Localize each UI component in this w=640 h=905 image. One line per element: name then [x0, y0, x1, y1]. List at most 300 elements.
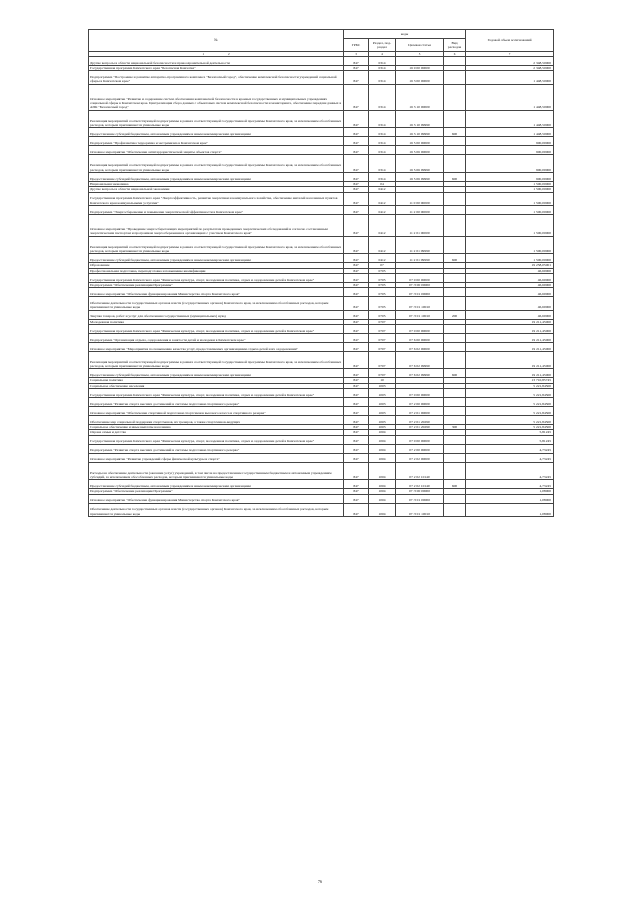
- row-grbs: 847: [344, 172, 369, 181]
- row-amount: 5,81245: [466, 435, 554, 444]
- row-grbs: 847: [344, 489, 369, 494]
- row-expense-type: [444, 84, 466, 110]
- row-expense-type: [444, 297, 466, 310]
- row-target-article: 07 2 01 00000: [396, 407, 444, 416]
- row-amount: 1,08000: [466, 494, 554, 503]
- row-razdel: 0707: [369, 324, 396, 333]
- row-description: Государственная программа Камчатского края "Физическая культура, спорт, молодежная политика, отдых и оздоровление детей в Камчатском крае": [89, 389, 344, 398]
- table-header: [89, 30, 554, 57]
- table-row: [89, 333, 554, 342]
- header-razdel: Раздел, под-раздел: [369, 39, 396, 52]
- row-grbs: 847: [344, 310, 369, 319]
- row-description: Социальное обеспечение и иные выплаты населению: [89, 425, 344, 430]
- row-description: Государственная программа Камчатского края "Безопасная Камчатка": [89, 66, 344, 71]
- row-grbs: 847: [344, 192, 369, 205]
- row-grbs: 847: [344, 444, 369, 453]
- table-row: [89, 172, 554, 181]
- column-number: 3: [344, 52, 369, 57]
- table-row: [89, 236, 554, 254]
- table-row: [89, 462, 554, 480]
- row-description: Основное мероприятие "Проведение энергосберегающих мероприятий по результатам проведенных энергетических обследований и согласно составленным энергетическим паспортам и программам энергосбережения в организациях с участием Камчатского края": [89, 214, 344, 236]
- row-razdel: 0705: [369, 282, 396, 287]
- row-amount: 1 500,00000: [466, 205, 554, 214]
- row-razdel: 1003: [369, 383, 396, 388]
- row-expense-type: [444, 192, 466, 205]
- row-razdel: 1004: [369, 453, 396, 462]
- row-grbs: 847: [344, 181, 369, 186]
- row-grbs: 847: [344, 494, 369, 503]
- row-amount: 19 211,45000: [466, 351, 554, 369]
- row-expense-type: [444, 398, 466, 407]
- row-amount: 19 258,05001: [466, 263, 554, 268]
- row-razdel: 0707: [369, 333, 396, 342]
- table-row: [89, 214, 554, 236]
- row-description: Государственная программа Камчатского края "Физическая культура, спорт, молодежная политика, отдых и оздоровление детей в Камчатском крае": [89, 435, 344, 444]
- row-description: Обеспечение деятельности государственных органов власти (государственных органов) Камчатского края, за исключением обособленных расходов, которым присваиваются уникальные коды: [89, 503, 344, 516]
- row-target-article: 07 6 02 09990: [396, 351, 444, 369]
- row-grbs: 847: [344, 324, 369, 333]
- row-amount: 46,60000: [466, 297, 554, 310]
- row-amount: 1 500,00000: [466, 214, 554, 236]
- row-expense-type: 600: [444, 480, 466, 489]
- row-expense-type: [444, 444, 466, 453]
- row-grbs: 847: [344, 297, 369, 310]
- row-description: Основное мероприятие "Обеспечение функционирования Министерства спорта Камчатского края": [89, 288, 344, 297]
- row-description: Подпрограмма "Организация отдыха, оздоровления и занятости детей и молодежи в Камчатском крае": [89, 333, 344, 342]
- row-description: Подпрограмма "Профилактика терроризма и экстремизма в Камчатском крае": [89, 137, 344, 146]
- row-razdel: 0314: [369, 66, 396, 71]
- row-expense-type: [444, 57, 466, 66]
- table-row: [89, 254, 554, 263]
- row-grbs: 847: [344, 435, 369, 444]
- row-description: Предоставление субсидий бюджетным, автономным учреждениям и иным некоммерческим организациям: [89, 480, 344, 489]
- row-razdel: 0412: [369, 214, 396, 236]
- row-target-article: 16 5 06 09990: [396, 155, 444, 173]
- row-target-article: 07 2 02 10140: [396, 462, 444, 480]
- table-row: [89, 480, 554, 489]
- row-amount: 19 211,45000: [466, 342, 554, 351]
- column-number: 6: [444, 52, 466, 57]
- row-description: Предоставление субсидий бюджетным, автономным учреждениям и иным некоммерческим организациям: [89, 172, 344, 181]
- row-target-article: 16 3 10 09990: [396, 110, 444, 128]
- row-expense-type: [444, 137, 466, 146]
- row-grbs: 847: [344, 137, 369, 146]
- row-description: Обеспечение деятельности государственных органов власти (государственных органов) Камчатского края, за исключением обособленных расходов, которым присваиваются уникальные коды: [89, 297, 344, 310]
- row-target-article: 07 6 00 00000: [396, 333, 444, 342]
- row-expense-type: 300: [444, 425, 466, 430]
- row-amount: 5 221,84500: [466, 389, 554, 398]
- row-expense-type: [444, 435, 466, 444]
- header-amount: Годовой объем ассигнований: [466, 30, 554, 52]
- row-expense-type: 200: [444, 310, 466, 319]
- row-grbs: 847: [344, 254, 369, 263]
- row-razdel: 0707: [369, 319, 396, 324]
- row-description: Предоставление субсидий бюджетным, автономным учреждениям и иным некоммерческим организациям: [89, 369, 344, 378]
- table-row: [89, 310, 554, 319]
- row-grbs: 847: [344, 146, 369, 155]
- column-number: 1 2: [89, 52, 344, 57]
- table-row: [89, 324, 554, 333]
- row-amount: 5,81245: [466, 430, 554, 435]
- row-razdel: 0412: [369, 236, 396, 254]
- row-target-article: 07 Э 00 00000: [396, 489, 444, 494]
- row-target-article: 07 6 02 09990: [396, 369, 444, 378]
- table-row: [89, 453, 554, 462]
- row-target-article: 11 0 00 00000: [396, 192, 444, 205]
- row-description: Основное мероприятие "Развитие учреждений сферы физической культуры и спорта": [89, 453, 344, 462]
- row-amount: 46,60000: [466, 268, 554, 273]
- row-amount: 1 500,00000: [466, 254, 554, 263]
- budget-table-sheet: [88, 29, 553, 517]
- header-target-article: Целевая статья: [396, 39, 444, 52]
- column-number: 7: [466, 52, 554, 57]
- row-razdel: 0707: [369, 342, 396, 351]
- row-grbs: 847: [344, 57, 369, 66]
- table-row: [89, 503, 554, 516]
- row-razdel: 10: [369, 378, 396, 383]
- row-razdel: 1004: [369, 444, 396, 453]
- row-grbs: 847: [344, 214, 369, 236]
- table-row: [89, 57, 554, 66]
- table-row: [89, 407, 554, 416]
- row-description: Закупка товаров, работ и услуг для обеспечения государственных (муниципальных) нужд: [89, 310, 344, 319]
- row-razdel: 0707: [369, 369, 396, 378]
- row-target-article: 16 5 06 09990: [396, 172, 444, 181]
- row-target-article: 16 3 10 09990: [396, 128, 444, 137]
- row-expense-type: [444, 110, 466, 128]
- row-amount: 5 221,84500: [466, 398, 554, 407]
- row-expense-type: [444, 389, 466, 398]
- row-grbs: 847: [344, 187, 369, 192]
- row-grbs: 847: [344, 66, 369, 71]
- row-amount: 19 211,45000: [466, 369, 554, 378]
- row-amount: 13 710,85745: [466, 378, 554, 383]
- row-expense-type: [444, 71, 466, 84]
- row-target-article: 07 0 00 00000: [396, 389, 444, 398]
- row-razdel: 0314: [369, 110, 396, 128]
- header-grbs: ГРБС: [344, 39, 369, 52]
- row-amount: 1 500,00000: [466, 181, 554, 186]
- row-grbs: 847: [344, 268, 369, 273]
- row-target-article: [396, 57, 444, 66]
- row-expense-type: [444, 462, 466, 480]
- table-row: [89, 84, 554, 110]
- row-target-article: 07 0 00 00000: [396, 324, 444, 333]
- row-grbs: 847: [344, 453, 369, 462]
- row-grbs: 847: [344, 351, 369, 369]
- row-razdel: 0314: [369, 172, 396, 181]
- row-description: Реализация мероприятий соответствующей подпрограммы в рамках соответствующей государственной программы Камчатского края, за исключением обособленных расходов, которым присваиваются уникальные коды: [89, 155, 344, 173]
- row-expense-type: [444, 333, 466, 342]
- row-razdel: 1004: [369, 462, 396, 480]
- row-expense-type: 600: [444, 254, 466, 263]
- row-description: Подпрограмма "Построение и развитие аппаратно-программного комплекса "Безопасный город", обеспечение комплексной безопасности учреждений социальной сферы в Камчатском крае": [89, 71, 344, 84]
- row-amount: 1 500,00000: [466, 192, 554, 205]
- table-row: [89, 146, 554, 155]
- row-description: Национальная экономика: [89, 181, 344, 186]
- row-description: Реализация мероприятий соответствующей подпрограммы в рамках соответствующей государственной программы Камчатского края, за исключением обособленных расходов, которым присваиваются уникальные коды: [89, 110, 344, 128]
- row-amount: 900,00000: [466, 146, 554, 155]
- row-target-article: 07 0 00 00000: [396, 273, 444, 282]
- row-razdel: 1004: [369, 503, 396, 516]
- row-description: Основное мероприятие "Мероприятия по повышению качества услуг, предоставляемых организациями отдыха детей и их оздоровления": [89, 342, 344, 351]
- row-description: Подпрограмма "Развитие спорта высших достижений и системы подготовки спортивного резерва": [89, 444, 344, 453]
- row-grbs: 847: [344, 407, 369, 416]
- row-amount: 4,73245: [466, 480, 554, 489]
- row-razdel: 0412: [369, 254, 396, 263]
- row-grbs: 847: [344, 503, 369, 516]
- row-razdel: 07: [369, 263, 396, 268]
- row-description: Профессиональная подготовка, переподготовка и повышение квалификации: [89, 268, 344, 273]
- row-razdel: 0314: [369, 137, 396, 146]
- row-amount: 900,00000: [466, 155, 554, 173]
- row-amount: 1,08000: [466, 503, 554, 516]
- row-razdel: 0314: [369, 57, 396, 66]
- row-target-article: 07 2 01 20290: [396, 416, 444, 425]
- header-codes-group: коды: [344, 30, 466, 39]
- table-row: [89, 155, 554, 173]
- row-description: Основное мероприятие "Обеспечение функционирования Министерства спорта Камчатского края": [89, 494, 344, 503]
- row-amount: 46,60000: [466, 273, 554, 282]
- row-amount: 1 448,50000: [466, 84, 554, 110]
- row-expense-type: 600: [444, 128, 466, 137]
- row-target-article: 07 6 02 00000: [396, 342, 444, 351]
- row-expense-type: [444, 155, 466, 173]
- row-expense-type: [444, 205, 466, 214]
- row-description: Подпрограмма "Энергосбережение и повышение энергетической эффективности в Камчатском крае": [89, 205, 344, 214]
- row-grbs: 847: [344, 480, 369, 489]
- row-grbs: 847: [344, 288, 369, 297]
- table-row: [89, 398, 554, 407]
- row-description: Молодежная политика: [89, 319, 344, 324]
- row-grbs: 847: [344, 282, 369, 287]
- row-description: Реализация мероприятий соответствующей подпрограммы в рамках соответствующей государственной программы Камчатского края, за исключением обособленных расходов, которым присваиваются уникальные коды: [89, 236, 344, 254]
- row-razdel: 1004: [369, 480, 396, 489]
- row-razdel: 0707: [369, 351, 396, 369]
- row-expense-type: [444, 214, 466, 236]
- row-target-article: 07 Э 00 00000: [396, 282, 444, 287]
- table-row: [89, 71, 554, 84]
- row-amount: 5 221,84500: [466, 407, 554, 416]
- page-number: 76: [317, 879, 323, 884]
- row-razdel: 1003: [369, 416, 396, 425]
- column-number: 4: [369, 52, 396, 57]
- row-grbs: 847: [344, 110, 369, 128]
- row-amount: 19 211,45000: [466, 324, 554, 333]
- table-row: [89, 369, 554, 378]
- row-target-article: 11 2 01 09990: [396, 236, 444, 254]
- row-grbs: 847: [344, 155, 369, 173]
- row-grbs: 847: [344, 205, 369, 214]
- row-description: Социальная политика: [89, 378, 344, 383]
- row-expense-type: [444, 146, 466, 155]
- row-amount: 4,73245: [466, 453, 554, 462]
- row-amount: 5 221,84500: [466, 383, 554, 388]
- row-target-article: 07 Э 01 10010: [396, 310, 444, 319]
- row-amount: 46,60000: [466, 310, 554, 319]
- row-grbs: 847: [344, 128, 369, 137]
- row-grbs: 847: [344, 416, 369, 425]
- table-row: [89, 137, 554, 146]
- header-expense-type: Вид расходов: [444, 39, 466, 52]
- row-expense-type: [444, 351, 466, 369]
- row-target-article: 07 Э 01 10010: [396, 503, 444, 516]
- header-number: №: [89, 30, 344, 52]
- table-row: [89, 342, 554, 351]
- row-description: Образование: [89, 263, 344, 268]
- row-razdel: 1004: [369, 435, 396, 444]
- row-description: Основное мероприятие "Обеспечение спортивной подготовки спортсменов высокого класса и спортивного резерва": [89, 407, 344, 416]
- row-razdel: 1004: [369, 494, 396, 503]
- row-grbs: 847: [344, 236, 369, 254]
- table-row: [89, 444, 554, 453]
- row-target-article: 07 2 02 00000: [396, 453, 444, 462]
- row-grbs: 847: [344, 84, 369, 110]
- row-amount: 1 500,00000: [466, 187, 554, 192]
- row-grbs: 847: [344, 383, 369, 388]
- row-amount: 5 221,84500: [466, 425, 554, 430]
- row-razdel: 0314: [369, 146, 396, 155]
- row-description: Другие вопросы в области национальной безопасности и правоохранительной деятельности: [89, 57, 344, 66]
- row-expense-type: [444, 416, 466, 425]
- row-amount: 1 448,50000: [466, 71, 554, 84]
- row-grbs: 847: [344, 389, 369, 398]
- row-grbs: 847: [344, 425, 369, 430]
- row-razdel: 1003: [369, 398, 396, 407]
- budget-table: [88, 29, 554, 517]
- row-razdel: 0412: [369, 187, 396, 192]
- row-expense-type: [444, 273, 466, 282]
- row-description: Подпрограмма "Обеспечение реализации Программы": [89, 489, 344, 494]
- row-target-article: 11 2 01 09990: [396, 254, 444, 263]
- row-expense-type: [444, 342, 466, 351]
- row-grbs: 847: [344, 273, 369, 282]
- row-amount: 1,08000: [466, 489, 554, 494]
- row-expense-type: [444, 407, 466, 416]
- table-row: [89, 288, 554, 297]
- row-grbs: 847: [344, 430, 369, 435]
- row-razdel: 0412: [369, 205, 396, 214]
- row-target-article: 16 0 00 00000: [396, 66, 444, 71]
- table-row: [89, 297, 554, 310]
- row-target-article: 07 2 02 10140: [396, 480, 444, 489]
- row-description: Охрана семьи и детства: [89, 430, 344, 435]
- row-description: Предоставление субсидий бюджетным, автономным учреждениям и иным некоммерческим организациям: [89, 254, 344, 263]
- table-row: [89, 416, 554, 425]
- row-description: Подпрограмма "Обеспечение реализации Программы": [89, 282, 344, 287]
- row-target-article: 07 2 00 00000: [396, 444, 444, 453]
- row-expense-type: [444, 236, 466, 254]
- row-grbs: 847: [344, 319, 369, 324]
- table-row: [89, 110, 554, 128]
- row-grbs: 847: [344, 398, 369, 407]
- table-row: [89, 205, 554, 214]
- row-expense-type: 600: [444, 369, 466, 378]
- row-description: Основное мероприятие "Развитие и содержание систем обеспечения комплексной безопасности в краевых государственных и муниципальных учреждениях социальной сферы в Камчатском крае. Централизация сбора данных с объектовых систем комплексной безопасности и мониторинга, обеспечение передачи данных в АПК "Безопасный город": [89, 84, 344, 110]
- row-amount: 1 500,00000: [466, 236, 554, 254]
- row-expense-type: [444, 494, 466, 503]
- row-expense-type: [444, 503, 466, 516]
- row-amount: 900,00000: [466, 172, 554, 181]
- row-description: Основное мероприятие "Обеспечение антитеррористической защиты объектов спорта": [89, 146, 344, 155]
- table-row: [89, 351, 554, 369]
- row-amount: 1 448,50000: [466, 128, 554, 137]
- row-amount: 4,73245: [466, 444, 554, 453]
- table-row: [89, 192, 554, 205]
- row-razdel: 0705: [369, 297, 396, 310]
- row-target-article: 07 2 01 20290: [396, 425, 444, 430]
- row-grbs: 847: [344, 71, 369, 84]
- row-expense-type: [444, 453, 466, 462]
- row-description: Подпрограмма "Развитие спорта высших достижений и системы подготовки спортивного резерва": [89, 398, 344, 407]
- row-razdel: 0705: [369, 310, 396, 319]
- row-razdel: 1004: [369, 489, 396, 494]
- row-razdel: 0314: [369, 155, 396, 173]
- row-amount: 46,60000: [466, 288, 554, 297]
- row-description: Другие вопросы в области национальной экономики: [89, 187, 344, 192]
- row-amount: 900,00000: [466, 137, 554, 146]
- row-razdel: 1003: [369, 389, 396, 398]
- row-razdel: 0314: [369, 84, 396, 110]
- row-target-article: 16 5 00 00000: [396, 137, 444, 146]
- row-target-article: 07 Э 01 10010: [396, 297, 444, 310]
- row-description: Государственная программа Камчатского края "Энергоэффективность, развитие энергетики и коммунального хозяйства, обеспечение жителей населенных пунктов Камчатского края коммунальными услугами": [89, 192, 344, 205]
- row-razdel: 0314: [369, 128, 396, 137]
- row-description: Социальное обеспечение населения: [89, 383, 344, 388]
- row-amount: 19 211,45000: [466, 319, 554, 324]
- table-row: [89, 389, 554, 398]
- column-number: 5: [396, 52, 444, 57]
- row-expense-type: [444, 324, 466, 333]
- row-grbs: 847: [344, 342, 369, 351]
- row-description: Реализация мероприятий соответствующей подпрограммы в рамках соответствующей государственной программы Камчатского края, за исключением обособленных расходов, которым присваиваются уникальные коды: [89, 351, 344, 369]
- table-row: [89, 435, 554, 444]
- row-amount: 4,73245: [466, 462, 554, 480]
- row-razdel: 1004: [369, 430, 396, 435]
- row-grbs: 847: [344, 369, 369, 378]
- row-description: Государственная программа Камчатского края "Физическая культура, спорт, молодежная политика, отдых и оздоровление детей в Камчатском крае": [89, 273, 344, 282]
- row-description: Государственная программа Камчатского края "Физическая культура, спорт, молодежная политика, отдых и оздоровление детей в Камчатском крае": [89, 324, 344, 333]
- row-grbs: 847: [344, 333, 369, 342]
- row-razdel: 0705: [369, 288, 396, 297]
- row-razdel: 0314: [369, 71, 396, 84]
- row-grbs: 847: [344, 263, 369, 268]
- row-target-article: 07 Э 01 00000: [396, 494, 444, 503]
- row-target-article: 16 3 00 00000: [396, 71, 444, 84]
- row-expense-type: 600: [444, 172, 466, 181]
- row-razdel: 1003: [369, 425, 396, 430]
- row-amount: 1 448,50000: [466, 110, 554, 128]
- row-target-article: 16 5 06 00000: [396, 146, 444, 155]
- table-row: [89, 128, 554, 137]
- row-amount: 5 221,84500: [466, 416, 554, 425]
- row-target-article: 16 3 10 00000: [396, 84, 444, 110]
- row-amount: 2 348,50000: [466, 57, 554, 66]
- row-description: Предоставление субсидий бюджетным, автономным учреждениям и иным некоммерческим организациям: [89, 128, 344, 137]
- table-row: [89, 273, 554, 282]
- row-razdel: 0412: [369, 192, 396, 205]
- row-expense-type: [444, 288, 466, 297]
- row-target-article: 07 0 00 00000: [396, 435, 444, 444]
- row-description: Обеспечение мер социальной поддержки спортсменов, их тренеров, а также спортсменов-ведущих: [89, 416, 344, 425]
- table-body: [89, 57, 554, 517]
- row-target-article: 11 2 01 00000: [396, 214, 444, 236]
- row-target-article: 07 Э 01 00000: [396, 288, 444, 297]
- table-row: [89, 494, 554, 503]
- row-amount: 2 348,50000: [466, 66, 554, 71]
- row-grbs: 847: [344, 462, 369, 480]
- row-razdel: 04: [369, 181, 396, 186]
